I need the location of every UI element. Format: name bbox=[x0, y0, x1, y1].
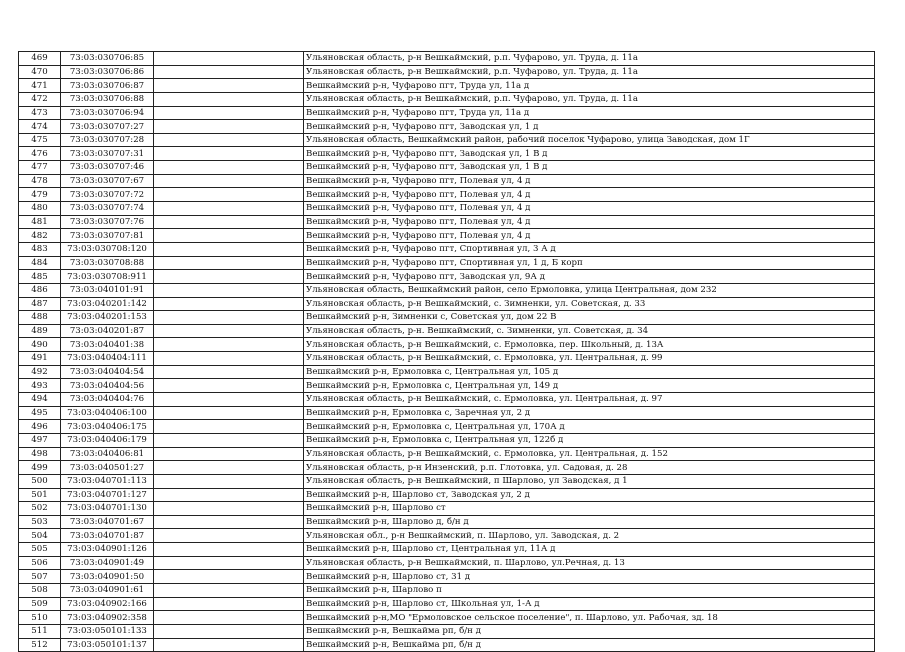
cadastral-number: 73:03:040902:166 bbox=[61, 597, 154, 611]
row-number: 506 bbox=[19, 556, 61, 570]
row-number: 494 bbox=[19, 393, 61, 407]
cadastral-number: 73:03:040501:27 bbox=[61, 461, 154, 475]
cadastral-number: 73:03:030707:67 bbox=[61, 174, 154, 188]
empty-cell bbox=[154, 515, 304, 529]
table-row bbox=[19, 65, 875, 79]
address-cell: Вешкаймский р-н, Ермоловка с, Заречная ул, 2 д bbox=[304, 406, 875, 420]
address-cell: Вешкаймский р-н,МО "Ермоловское сельское поселение", п. Шарлово, ул. Рабочая, зд. 18 bbox=[304, 611, 875, 625]
address-cell: Вешкаймский р-н, Ермоловка с, Центральная ул, 149 д bbox=[304, 379, 875, 393]
empty-cell bbox=[154, 215, 304, 229]
table-row bbox=[19, 229, 875, 243]
cadastral-number: 73:03:040201:87 bbox=[61, 324, 154, 338]
address-cell: Вешкаймский р-н, Чуфарово пгт, Труда ул, 11а д bbox=[304, 79, 875, 93]
table-row bbox=[19, 52, 875, 66]
records-table-body bbox=[19, 52, 875, 652]
empty-cell bbox=[154, 161, 304, 175]
address-cell: Ульяновская область, р-н. Вешкаймский, с. Зимненки, ул. Советская, д. 34 bbox=[304, 324, 875, 338]
address-cell: Ульяновская область, р-н Вешкаймский, р.п. Чуфарово, ул. Труда, д. 11а bbox=[304, 92, 875, 106]
cadastral-number: 73:03:040404:56 bbox=[61, 379, 154, 393]
empty-cell bbox=[154, 624, 304, 638]
empty-cell bbox=[154, 174, 304, 188]
table-row bbox=[19, 188, 875, 202]
cadastral-number: 73:03:030706:86 bbox=[61, 65, 154, 79]
table-row bbox=[19, 488, 875, 502]
empty-cell bbox=[154, 229, 304, 243]
table-row bbox=[19, 461, 875, 475]
table-row bbox=[19, 352, 875, 366]
empty-cell bbox=[154, 65, 304, 79]
address-cell: Вешкаймский р-н, Шарлово ст, 31 д bbox=[304, 570, 875, 584]
row-number: 491 bbox=[19, 352, 61, 366]
row-number: 503 bbox=[19, 515, 61, 529]
table-row bbox=[19, 529, 875, 543]
empty-cell bbox=[154, 202, 304, 216]
row-number: 504 bbox=[19, 529, 61, 543]
table-row bbox=[19, 393, 875, 407]
address-cell: Ульяновская область, р-н Вешкаймский, п Шарлово, ул Заводская, д 1 bbox=[304, 474, 875, 488]
cadastral-number: 73:03:030706:85 bbox=[61, 52, 154, 66]
row-number: 484 bbox=[19, 256, 61, 270]
cadastral-number: 73:03:040701:127 bbox=[61, 488, 154, 502]
table-row bbox=[19, 447, 875, 461]
table-row bbox=[19, 120, 875, 134]
table-row bbox=[19, 611, 875, 625]
table-row bbox=[19, 365, 875, 379]
row-number: 482 bbox=[19, 229, 61, 243]
empty-cell bbox=[154, 133, 304, 147]
row-number: 471 bbox=[19, 79, 61, 93]
empty-cell bbox=[154, 188, 304, 202]
cadastral-number: 73:03:030707:81 bbox=[61, 229, 154, 243]
row-number: 469 bbox=[19, 52, 61, 66]
row-number: 502 bbox=[19, 502, 61, 516]
row-number: 511 bbox=[19, 624, 61, 638]
table-row bbox=[19, 406, 875, 420]
table-row bbox=[19, 242, 875, 256]
table-row bbox=[19, 379, 875, 393]
address-cell: Ульяновская область, р-н Вешкаймский, с. Ермоловка, пер. Школьный, д. 13А bbox=[304, 338, 875, 352]
row-number: 507 bbox=[19, 570, 61, 584]
cadastral-number: 73:03:040101:91 bbox=[61, 283, 154, 297]
empty-cell bbox=[154, 393, 304, 407]
address-cell: Вешкаймский р-н, Чуфарово пгт, Полевая ул, 4 д bbox=[304, 202, 875, 216]
address-cell: Вешкаймский р-н, Чуфарово пгт, Заводская ул, 1 В д bbox=[304, 147, 875, 161]
table-row bbox=[19, 270, 875, 284]
empty-cell bbox=[154, 433, 304, 447]
row-number: 476 bbox=[19, 147, 61, 161]
table-row bbox=[19, 556, 875, 570]
row-number: 477 bbox=[19, 161, 61, 175]
cadastral-number: 73:03:040901:126 bbox=[61, 543, 154, 557]
empty-cell bbox=[154, 638, 304, 652]
cadastral-number: 73:03:030707:76 bbox=[61, 215, 154, 229]
cadastral-number: 73:03:040406:179 bbox=[61, 433, 154, 447]
cadastral-number: 73:03:040404:54 bbox=[61, 365, 154, 379]
cadastral-number: 73:03:030706:94 bbox=[61, 106, 154, 120]
address-cell: Ульяновская область, р-н Вешкаймский, п. Шарлово, ул.Речная, д. 13 bbox=[304, 556, 875, 570]
empty-cell bbox=[154, 256, 304, 270]
table-row bbox=[19, 624, 875, 638]
empty-cell bbox=[154, 502, 304, 516]
empty-cell bbox=[154, 311, 304, 325]
empty-cell bbox=[154, 420, 304, 434]
row-number: 497 bbox=[19, 433, 61, 447]
address-cell: Ульяновская область, р-н Вешкаймский, с. Ермоловка, ул. Центральная, д. 97 bbox=[304, 393, 875, 407]
table-row bbox=[19, 515, 875, 529]
table-row bbox=[19, 202, 875, 216]
address-cell: Ульяновская область, р-н Вешкаймский, с. Ермоловка, ул. Центральная, д. 152 bbox=[304, 447, 875, 461]
row-number: 492 bbox=[19, 365, 61, 379]
cadastral-number: 73:03:030707:27 bbox=[61, 120, 154, 134]
table-row bbox=[19, 502, 875, 516]
cadastral-number: 73:03:040406:175 bbox=[61, 420, 154, 434]
empty-cell bbox=[154, 365, 304, 379]
table-row bbox=[19, 283, 875, 297]
cadastral-number: 73:03:040901:61 bbox=[61, 583, 154, 597]
empty-cell bbox=[154, 338, 304, 352]
cadastral-number: 73:03:040901:49 bbox=[61, 556, 154, 570]
table-row bbox=[19, 256, 875, 270]
empty-cell bbox=[154, 283, 304, 297]
table-row bbox=[19, 147, 875, 161]
row-number: 500 bbox=[19, 474, 61, 488]
row-number: 493 bbox=[19, 379, 61, 393]
cadastral-number: 73:03:040406:81 bbox=[61, 447, 154, 461]
cadastral-number: 73:03:040404:76 bbox=[61, 393, 154, 407]
address-cell: Вешкаймский р-н, Шарлово ст, Школьная ул, 1-А д bbox=[304, 597, 875, 611]
address-cell: Вешкаймский р-н, Шарлово ст, Центральная ул, 11А д bbox=[304, 543, 875, 557]
cadastral-number: 73:03:040401:38 bbox=[61, 338, 154, 352]
empty-cell bbox=[154, 474, 304, 488]
table-row bbox=[19, 79, 875, 93]
row-number: 501 bbox=[19, 488, 61, 502]
empty-cell bbox=[154, 611, 304, 625]
empty-cell bbox=[154, 324, 304, 338]
cadastral-number: 73:03:040701:113 bbox=[61, 474, 154, 488]
row-number: 496 bbox=[19, 420, 61, 434]
row-number: 486 bbox=[19, 283, 61, 297]
address-cell: Ульяновская область, р-н Инзенский, р.п. Глотовка, ул. Садовая, д. 28 bbox=[304, 461, 875, 475]
row-number: 478 bbox=[19, 174, 61, 188]
row-number: 472 bbox=[19, 92, 61, 106]
table-row bbox=[19, 338, 875, 352]
row-number: 505 bbox=[19, 543, 61, 557]
address-cell: Ульяновская область, Вешкаймский район, рабочий поселок Чуфарово, улица Заводская, дом 1Г bbox=[304, 133, 875, 147]
address-cell: Вешкаймский р-н, Чуфарово пгт, Спортивная ул, 3 А д bbox=[304, 242, 875, 256]
cadastral-number: 73:03:030707:72 bbox=[61, 188, 154, 202]
row-number: 510 bbox=[19, 611, 61, 625]
address-cell: Вешкаймский р-н, Ермоловка с, Центральная ул, 122б д bbox=[304, 433, 875, 447]
address-cell: Вешкаймский р-н, Чуфарово пгт, Полевая ул, 4 д bbox=[304, 229, 875, 243]
address-cell: Вешкаймский р-н, Чуфарово пгт, Заводская ул, 9А д bbox=[304, 270, 875, 284]
cadastral-number: 73:03:030708:88 bbox=[61, 256, 154, 270]
address-cell: Ульяновская область, р-н Вешкаймский, с. Ермоловка, ул. Центральная, д. 99 bbox=[304, 352, 875, 366]
row-number: 473 bbox=[19, 106, 61, 120]
cadastral-number: 73:03:030707:74 bbox=[61, 202, 154, 216]
address-cell: Вешкаймский р-н, Чуфарово пгт, Заводская ул, 1 д bbox=[304, 120, 875, 134]
table-row bbox=[19, 106, 875, 120]
row-number: 509 bbox=[19, 597, 61, 611]
cadastral-number: 73:03:040406:100 bbox=[61, 406, 154, 420]
cadastral-number: 73:03:040902:358 bbox=[61, 611, 154, 625]
table-row bbox=[19, 174, 875, 188]
empty-cell bbox=[154, 556, 304, 570]
table-row bbox=[19, 92, 875, 106]
row-number: 470 bbox=[19, 65, 61, 79]
row-number: 479 bbox=[19, 188, 61, 202]
table-row bbox=[19, 597, 875, 611]
table-row bbox=[19, 324, 875, 338]
table-row bbox=[19, 433, 875, 447]
address-cell: Вешкаймский р-н, Чуфарово пгт, Полевая ул, 4 д bbox=[304, 215, 875, 229]
cadastral-number: 73:03:040701:130 bbox=[61, 502, 154, 516]
address-cell: Ульяновская область, р-н Вешкаймский, с. Зимненки, ул. Советская, д. 33 bbox=[304, 297, 875, 311]
row-number: 508 bbox=[19, 583, 61, 597]
table-row bbox=[19, 420, 875, 434]
empty-cell bbox=[154, 379, 304, 393]
table-row bbox=[19, 638, 875, 652]
empty-cell bbox=[154, 352, 304, 366]
table-row bbox=[19, 311, 875, 325]
address-cell: Вешкаймский р-н, Шарлово д, б/н д bbox=[304, 515, 875, 529]
empty-cell bbox=[154, 461, 304, 475]
address-cell: Вешкаймский р-н, Ермоловка с, Центральная ул, 170А д bbox=[304, 420, 875, 434]
address-cell: Ульяновская область, р-н Вешкаймский, р.п. Чуфарово, ул. Труда, д. 11а bbox=[304, 65, 875, 79]
row-number: 488 bbox=[19, 311, 61, 325]
empty-cell bbox=[154, 488, 304, 502]
empty-cell bbox=[154, 570, 304, 584]
table-row bbox=[19, 570, 875, 584]
empty-cell bbox=[154, 529, 304, 543]
row-number: 483 bbox=[19, 242, 61, 256]
row-number: 485 bbox=[19, 270, 61, 284]
empty-cell bbox=[154, 583, 304, 597]
empty-cell bbox=[154, 297, 304, 311]
row-number: 495 bbox=[19, 406, 61, 420]
row-number: 499 bbox=[19, 461, 61, 475]
cadastral-number: 73:03:040701:87 bbox=[61, 529, 154, 543]
row-number: 474 bbox=[19, 120, 61, 134]
row-number: 489 bbox=[19, 324, 61, 338]
cadastral-number: 73:03:040901:50 bbox=[61, 570, 154, 584]
cadastral-number: 73:03:030708:120 bbox=[61, 242, 154, 256]
row-number: 490 bbox=[19, 338, 61, 352]
cadastral-number: 73:03:030706:88 bbox=[61, 92, 154, 106]
empty-cell bbox=[154, 120, 304, 134]
cadastral-number: 73:03:030707:46 bbox=[61, 161, 154, 175]
empty-cell bbox=[154, 106, 304, 120]
row-number: 480 bbox=[19, 202, 61, 216]
cadastral-number: 73:03:030708:911 bbox=[61, 270, 154, 284]
table-row bbox=[19, 297, 875, 311]
cadastral-number: 73:03:040201:142 bbox=[61, 297, 154, 311]
cadastral-number: 73:03:030706:87 bbox=[61, 79, 154, 93]
empty-cell bbox=[154, 92, 304, 106]
address-cell: Вешкаймский р-н, Вешкайма рп, б/н д bbox=[304, 624, 875, 638]
row-number: 487 bbox=[19, 297, 61, 311]
table-row bbox=[19, 543, 875, 557]
empty-cell bbox=[154, 597, 304, 611]
empty-cell bbox=[154, 242, 304, 256]
address-cell: Вешкаймский р-н, Чуфарово пгт, Полевая ул, 4 д bbox=[304, 188, 875, 202]
address-cell: Вешкаймский р-н, Чуфарово пгт, Спортивная ул, 1 д, Б корп bbox=[304, 256, 875, 270]
cadastral-number: 73:03:050101:133 bbox=[61, 624, 154, 638]
address-cell: Вешкаймский р-н, Шарлово ст bbox=[304, 502, 875, 516]
empty-cell bbox=[154, 147, 304, 161]
empty-cell bbox=[154, 79, 304, 93]
table-row bbox=[19, 583, 875, 597]
address-cell: Вешкаймский р-н, Чуфарово пгт, Заводская ул, 1 В д bbox=[304, 161, 875, 175]
row-number: 498 bbox=[19, 447, 61, 461]
address-cell: Вешкаймский р-н, Шарлово п bbox=[304, 583, 875, 597]
address-cell: Ульяновская обл., р-н Вешкаймский, п. Шарлово, ул. Заводская, д. 2 bbox=[304, 529, 875, 543]
cadastral-number: 73:03:030707:31 bbox=[61, 147, 154, 161]
address-cell: Вешкаймский р-н, Шарлово ст, Заводская ул, 2 д bbox=[304, 488, 875, 502]
address-cell: Ульяновская область, р-н Вешкаймский, р.п. Чуфарово, ул. Труда, д. 11а bbox=[304, 52, 875, 66]
cadastral-number: 73:03:040201:153 bbox=[61, 311, 154, 325]
empty-cell bbox=[154, 543, 304, 557]
table-row bbox=[19, 215, 875, 229]
cadastral-number: 73:03:040404:111 bbox=[61, 352, 154, 366]
address-cell: Вешкаймский р-н, Ермоловка с, Центральная ул, 105 д bbox=[304, 365, 875, 379]
cadastral-number: 73:03:040701:67 bbox=[61, 515, 154, 529]
row-number: 481 bbox=[19, 215, 61, 229]
empty-cell bbox=[154, 270, 304, 284]
cadastral-number: 73:03:050101:137 bbox=[61, 638, 154, 652]
table-row bbox=[19, 161, 875, 175]
empty-cell bbox=[154, 52, 304, 66]
table-row bbox=[19, 474, 875, 488]
table-row bbox=[19, 133, 875, 147]
empty-cell bbox=[154, 406, 304, 420]
row-number: 512 bbox=[19, 638, 61, 652]
address-cell: Вешкаймский р-н, Чуфарово пгт, Полевая ул, 4 д bbox=[304, 174, 875, 188]
row-number: 475 bbox=[19, 133, 61, 147]
address-cell: Ульяновская область, Вешкаймский район, село Ермоловка, улица Центральная, дом 232 bbox=[304, 283, 875, 297]
empty-cell bbox=[154, 447, 304, 461]
address-cell: Вешкаймский р-н, Зимненки с, Советская ул, дом 22 В bbox=[304, 311, 875, 325]
records-table bbox=[18, 51, 875, 652]
address-cell: Вешкаймский р-н, Вешкайма рп, б/н д bbox=[304, 638, 875, 652]
address-cell: Вешкаймский р-н, Чуфарово пгт, Труда ул, 11а д bbox=[304, 106, 875, 120]
cadastral-number: 73:03:030707:28 bbox=[61, 133, 154, 147]
